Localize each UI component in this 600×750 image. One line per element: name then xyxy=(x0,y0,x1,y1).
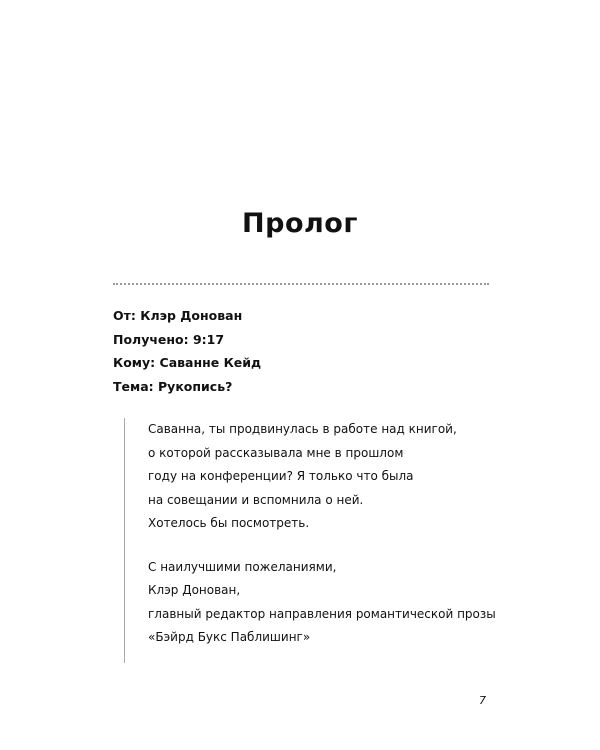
email-received: Получено: 9:17 xyxy=(113,331,225,347)
signature-line: «Бэйрд Букс Паблишинг» xyxy=(148,630,311,644)
email-subject: Тема: Рукопись? xyxy=(113,378,233,394)
message-line: о которой рассказывала мне в прошлом xyxy=(148,445,404,460)
signature-line: главный редактор направления романтической прозы xyxy=(148,606,496,621)
message-line: Хотелось бы посмотреть. xyxy=(148,516,310,530)
message-line: на совещании и вспомнила о ней. xyxy=(148,492,364,507)
signature-line: Клэр Донован, xyxy=(148,583,241,597)
paragraph-gap xyxy=(148,536,496,556)
email-body xyxy=(124,418,496,663)
email-header xyxy=(113,304,261,398)
dotted-divider xyxy=(113,283,489,285)
email-from: От: Клэр Донован xyxy=(113,308,243,323)
email-to: Кому: Саванне Кейд xyxy=(113,355,262,370)
page-number: 7 xyxy=(479,694,486,707)
signature-line: С наилучшими пожеланиями, xyxy=(148,559,337,574)
message-line: Саванна, ты продвинулась в работе над книгой, xyxy=(148,422,457,436)
chapter-title: Пролог xyxy=(242,208,358,239)
message-line: году на конференции? Я только что была xyxy=(148,469,414,483)
